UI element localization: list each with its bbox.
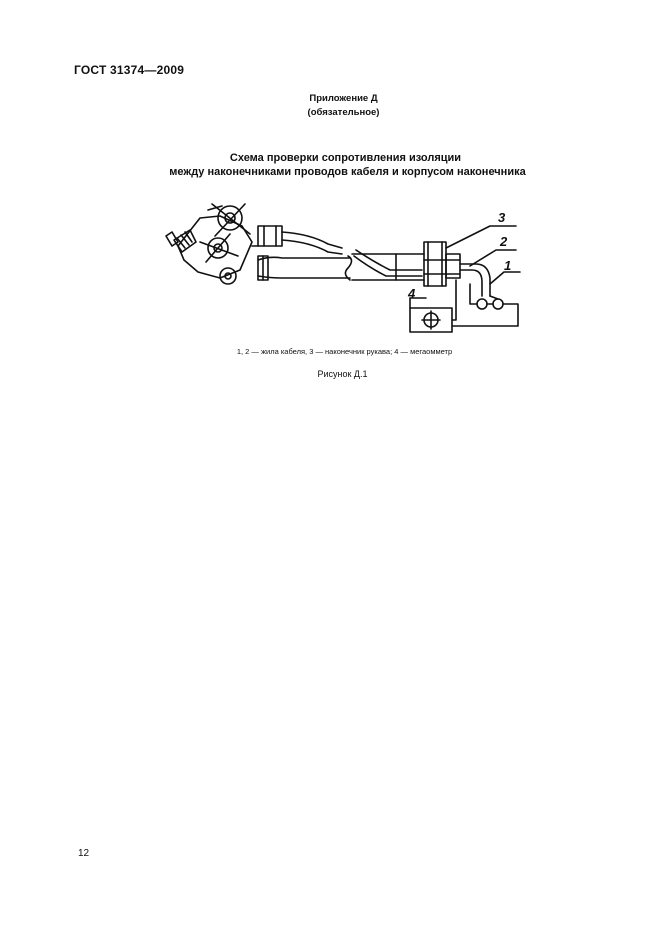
figure-title-line-2: между наконечниками проводов кабеля и корпусом наконечника [169, 166, 526, 178]
appendix-title: Приложение Д [309, 93, 378, 104]
figure-number-text: Рисунок Д.1 [317, 369, 368, 379]
page-number: 12 [78, 848, 90, 859]
cable-wires [460, 264, 503, 309]
cable-connector-head [166, 204, 252, 284]
label-1: 1 [504, 258, 512, 273]
label-4: 4 [408, 286, 416, 301]
figure-number [0, 369, 661, 379]
label-2: 2 [500, 234, 508, 249]
appendix-heading [0, 92, 661, 120]
cable-clamp [258, 226, 282, 246]
figure-title-line-1: Схема проверки сопротивления изоляции [229, 152, 462, 164]
figure-caption-text: 1, 2 — жила кабеля, 3 — наконечник рукава; 4 — мегаомметр [236, 347, 453, 356]
figure-title [0, 151, 661, 179]
document-code: ГОСТ 31374—2009 [74, 63, 185, 77]
cable-hose [252, 232, 424, 280]
figure-caption [0, 347, 661, 356]
label-3: 3 [498, 210, 506, 225]
hose-end-fitting [424, 242, 460, 286]
appendix-status: (обязательное) [307, 107, 380, 118]
insulation-test-diagram [160, 198, 530, 338]
